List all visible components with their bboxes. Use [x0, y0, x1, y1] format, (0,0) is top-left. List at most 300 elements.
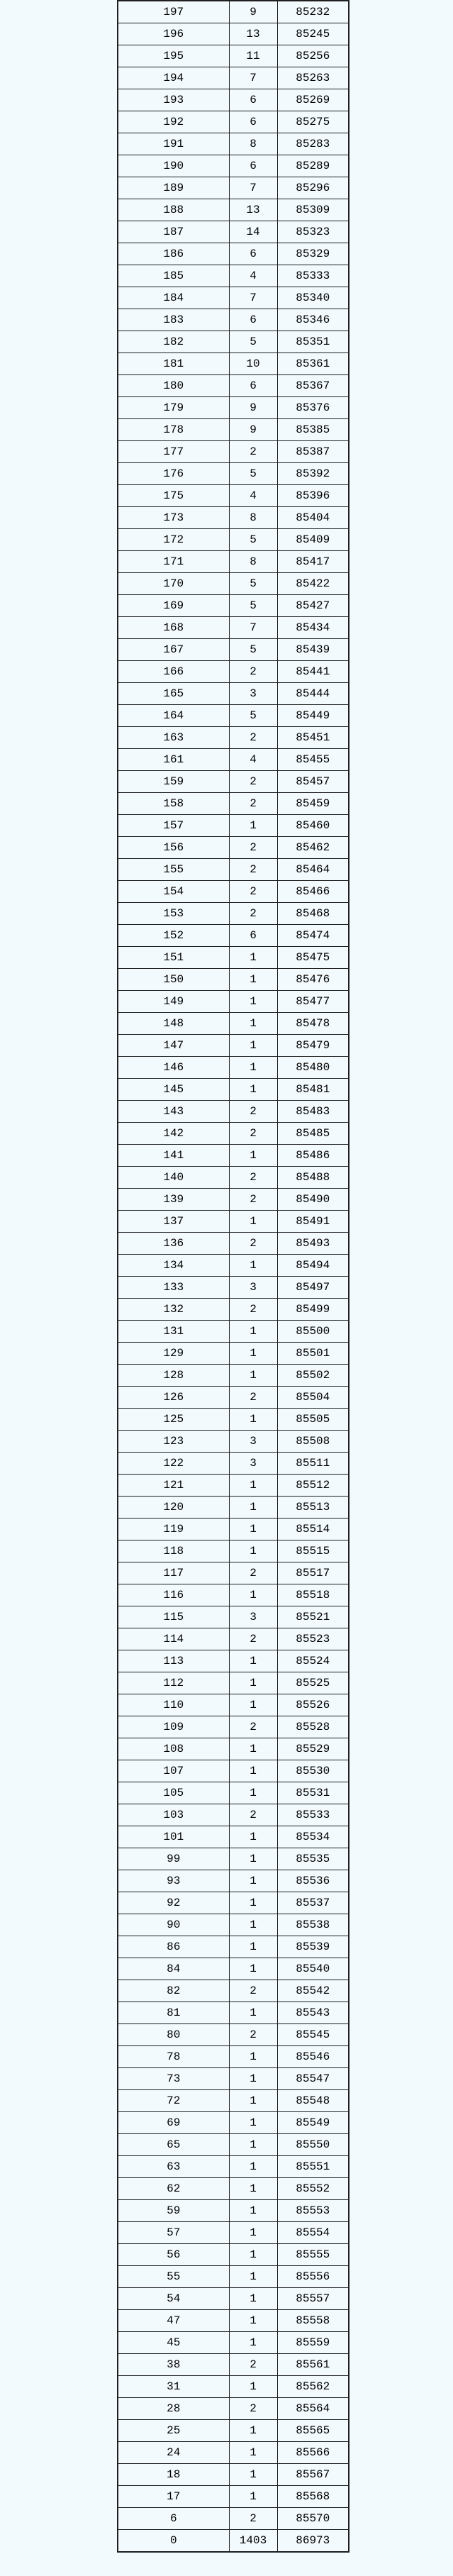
- table-row: [118, 1013, 349, 1035]
- table-cell: 1: [229, 1650, 277, 1672]
- table-cell: 85497: [277, 1277, 349, 1299]
- table-cell: 6: [229, 375, 277, 397]
- table-row: [118, 1958, 349, 1980]
- table-cell: 85404: [277, 507, 349, 529]
- table-row: [118, 661, 349, 683]
- table-cell: 192: [118, 111, 229, 133]
- table-cell: 38: [118, 2354, 229, 2376]
- table-cell: 85514: [277, 1519, 349, 1540]
- table-cell: 176: [118, 463, 229, 485]
- table-cell: 177: [118, 441, 229, 463]
- table-cell: 7: [229, 67, 277, 89]
- table-cell: 93: [118, 1870, 229, 1892]
- table-cell: 5: [229, 463, 277, 485]
- table-cell: 1: [229, 2002, 277, 2024]
- table-cell: 142: [118, 1123, 229, 1145]
- table-cell: 85524: [277, 1650, 349, 1672]
- table-cell: 1: [229, 1211, 277, 1233]
- table-cell: 85555: [277, 2244, 349, 2266]
- table-cell: 1: [229, 2112, 277, 2134]
- table-row: [118, 1453, 349, 1475]
- table-cell: 112: [118, 1672, 229, 1694]
- table-cell: 2: [229, 1980, 277, 2002]
- table-cell: 85476: [277, 969, 349, 991]
- table-cell: 6: [229, 309, 277, 331]
- table-cell: 1: [229, 1321, 277, 1343]
- table-cell: 1: [229, 1958, 277, 1980]
- table-row: [118, 111, 349, 133]
- table-cell: 2: [229, 1387, 277, 1409]
- table-cell: 1: [229, 1057, 277, 1079]
- table-cell: 2: [229, 793, 277, 815]
- table-cell: 184: [118, 287, 229, 309]
- table-cell: 191: [118, 133, 229, 155]
- table-row: [118, 2200, 349, 2222]
- table-cell: 105: [118, 1782, 229, 1804]
- table-cell: 2: [229, 837, 277, 859]
- table-cell: 197: [118, 1, 229, 23]
- table-cell: 129: [118, 1343, 229, 1365]
- table-cell: 85439: [277, 639, 349, 661]
- table-cell: 195: [118, 45, 229, 67]
- table-row: [118, 1914, 349, 1936]
- table-cell: 1: [229, 1343, 277, 1365]
- table-row: [118, 1650, 349, 1672]
- table-row: [118, 1980, 349, 2002]
- table-cell: 187: [118, 221, 229, 243]
- table-row: [118, 2068, 349, 2090]
- table-cell: 1: [229, 1914, 277, 1936]
- table-cell: 85488: [277, 1167, 349, 1189]
- table-cell: 85460: [277, 815, 349, 837]
- table-cell: 85536: [277, 1870, 349, 1892]
- table-cell: 85333: [277, 265, 349, 287]
- table-cell: 2: [229, 771, 277, 793]
- table-row: [118, 441, 349, 463]
- table-row: [118, 353, 349, 375]
- table-cell: 85564: [277, 2398, 349, 2420]
- table-cell: 85477: [277, 991, 349, 1013]
- table-cell: 84: [118, 1958, 229, 1980]
- table-cell: 85535: [277, 1848, 349, 1870]
- table-cell: 2: [229, 1716, 277, 1738]
- table-cell: 101: [118, 1826, 229, 1848]
- table-cell: 24: [118, 2442, 229, 2464]
- table-row: [118, 1145, 349, 1167]
- table-cell: 109: [118, 1716, 229, 1738]
- table-cell: 31: [118, 2376, 229, 2398]
- table-cell: 1: [229, 2200, 277, 2222]
- table-cell: 139: [118, 1189, 229, 1211]
- table-cell: 85558: [277, 2310, 349, 2332]
- table-row: [118, 2134, 349, 2156]
- table-cell: 85547: [277, 2068, 349, 2090]
- table-cell: 7: [229, 177, 277, 199]
- table-cell: 155: [118, 859, 229, 881]
- table-row: [118, 1, 349, 23]
- table-row: [118, 1211, 349, 1233]
- table-cell: 9: [229, 397, 277, 419]
- table-cell: 1: [229, 1013, 277, 1035]
- table-row: [118, 1387, 349, 1409]
- table-row: [118, 243, 349, 265]
- table-row: [118, 89, 349, 111]
- table-cell: 122: [118, 1453, 229, 1475]
- table-cell: 1: [229, 1848, 277, 1870]
- table-row: [118, 2002, 349, 2024]
- table-cell: 85269: [277, 89, 349, 111]
- table-row: [118, 133, 349, 155]
- table-cell: 85551: [277, 2156, 349, 2178]
- table-row: [118, 881, 349, 903]
- table-cell: 45: [118, 2332, 229, 2354]
- table-cell: 167: [118, 639, 229, 661]
- table-cell: 85542: [277, 1980, 349, 2002]
- table-cell: 1: [229, 1672, 277, 1694]
- table-cell: 85283: [277, 133, 349, 155]
- table-cell: 90: [118, 1914, 229, 1936]
- table-cell: 1: [229, 2310, 277, 2332]
- table-cell: 13: [229, 23, 277, 45]
- table-row: [118, 507, 349, 529]
- table-cell: 85523: [277, 1628, 349, 1650]
- table-cell: 59: [118, 2200, 229, 2222]
- table-row: [118, 67, 349, 89]
- table-cell: 8: [229, 507, 277, 529]
- table-cell: 125: [118, 1409, 229, 1431]
- table-cell: 118: [118, 1540, 229, 1562]
- table-cell: 85483: [277, 1101, 349, 1123]
- table-cell: 186: [118, 243, 229, 265]
- table-cell: 1: [229, 947, 277, 969]
- table-cell: 2: [229, 2354, 277, 2376]
- table-row: [118, 1431, 349, 1453]
- table-cell: 85543: [277, 2002, 349, 2024]
- table-cell: 85475: [277, 947, 349, 969]
- table-cell: 85422: [277, 573, 349, 595]
- table-cell: 1: [229, 1365, 277, 1387]
- table-cell: 7: [229, 617, 277, 639]
- table-cell: 1: [229, 1892, 277, 1914]
- table-cell: 110: [118, 1694, 229, 1716]
- table-row: [118, 1189, 349, 1211]
- table-cell: 85481: [277, 1079, 349, 1101]
- table-cell: 85417: [277, 551, 349, 573]
- table-row: [118, 2398, 349, 2420]
- table-cell: 1: [229, 1782, 277, 1804]
- table-cell: 152: [118, 925, 229, 947]
- score-table: [117, 0, 349, 2553]
- table-cell: 180: [118, 375, 229, 397]
- table-cell: 5: [229, 573, 277, 595]
- table-cell: 151: [118, 947, 229, 969]
- table-cell: 85485: [277, 1123, 349, 1145]
- table-cell: 85540: [277, 1958, 349, 1980]
- table-row: [118, 1519, 349, 1540]
- table-row: [118, 1277, 349, 1299]
- table-cell: 85545: [277, 2024, 349, 2046]
- table-cell: 2: [229, 903, 277, 925]
- table-cell: 1: [229, 1035, 277, 1057]
- table-cell: 85474: [277, 925, 349, 947]
- table-cell: 9: [229, 1, 277, 23]
- table-cell: 72: [118, 2090, 229, 2112]
- table-cell: 1: [229, 1497, 277, 1519]
- table-cell: 189: [118, 177, 229, 199]
- table-cell: 11: [229, 45, 277, 67]
- table-cell: 85275: [277, 111, 349, 133]
- table-row: [118, 837, 349, 859]
- table-row: [118, 375, 349, 397]
- table-row: [118, 155, 349, 177]
- table-row: [118, 1782, 349, 1804]
- table-row: [118, 1123, 349, 1145]
- table-cell: 85392: [277, 463, 349, 485]
- table-cell: 1: [229, 1936, 277, 1958]
- table-cell: 28: [118, 2398, 229, 2420]
- table-cell: 3: [229, 1453, 277, 1475]
- table-row: [118, 1299, 349, 1321]
- table-cell: 5: [229, 705, 277, 727]
- table-row: [118, 2046, 349, 2068]
- table-cell: 188: [118, 199, 229, 221]
- table-cell: 85533: [277, 1804, 349, 1826]
- table-cell: 85537: [277, 1892, 349, 1914]
- table-cell: 146: [118, 1057, 229, 1079]
- table-cell: 6: [229, 111, 277, 133]
- table-cell: 1: [229, 2442, 277, 2464]
- table-cell: 25: [118, 2420, 229, 2442]
- table-cell: 85441: [277, 661, 349, 683]
- score-table-body: [118, 1, 349, 2552]
- table-cell: 85494: [277, 1255, 349, 1277]
- table-cell: 85444: [277, 683, 349, 705]
- table-cell: 0: [118, 2530, 229, 2553]
- table-row: [118, 771, 349, 793]
- table-row: [118, 199, 349, 221]
- table-cell: 170: [118, 573, 229, 595]
- table-cell: 147: [118, 1035, 229, 1057]
- table-cell: 63: [118, 2156, 229, 2178]
- table-cell: 69: [118, 2112, 229, 2134]
- table-cell: 1: [229, 1870, 277, 1892]
- table-row: [118, 573, 349, 595]
- table-cell: 85296: [277, 177, 349, 199]
- table-row: [118, 2486, 349, 2508]
- table-cell: 81: [118, 2002, 229, 2024]
- table-row: [118, 265, 349, 287]
- table-row: [118, 1694, 349, 1716]
- table-cell: 107: [118, 1760, 229, 1782]
- table-cell: 85351: [277, 331, 349, 353]
- table-cell: 131: [118, 1321, 229, 1343]
- table-cell: 1: [229, 2068, 277, 2090]
- table-cell: 6: [229, 925, 277, 947]
- table-cell: 164: [118, 705, 229, 727]
- table-cell: 85427: [277, 595, 349, 617]
- table-row: [118, 1628, 349, 1650]
- table-cell: 1: [229, 2486, 277, 2508]
- table-row: [118, 2266, 349, 2288]
- table-row: [118, 1101, 349, 1123]
- table-cell: 85517: [277, 1562, 349, 1584]
- table-cell: 85548: [277, 2090, 349, 2112]
- table-cell: 85513: [277, 1497, 349, 1519]
- table-cell: 85508: [277, 1431, 349, 1453]
- table-row: [118, 331, 349, 353]
- table-cell: 159: [118, 771, 229, 793]
- table-row: [118, 595, 349, 617]
- table-cell: 85340: [277, 287, 349, 309]
- table-cell: 1: [229, 1079, 277, 1101]
- table-cell: 113: [118, 1650, 229, 1672]
- table-cell: 166: [118, 661, 229, 683]
- table-row: [118, 1826, 349, 1848]
- table-cell: 153: [118, 903, 229, 925]
- table-cell: 85385: [277, 419, 349, 441]
- table-cell: 117: [118, 1562, 229, 1584]
- table-cell: 1: [229, 1409, 277, 1431]
- table-cell: 169: [118, 595, 229, 617]
- table-cell: 85567: [277, 2464, 349, 2486]
- table-cell: 148: [118, 1013, 229, 1035]
- table-cell: 1: [229, 2244, 277, 2266]
- table-cell: 73: [118, 2068, 229, 2090]
- table-cell: 85515: [277, 1540, 349, 1562]
- table-cell: 137: [118, 1211, 229, 1233]
- table-cell: 134: [118, 1255, 229, 1277]
- table-cell: 1: [229, 1738, 277, 1760]
- table-row: [118, 45, 349, 67]
- table-cell: 2: [229, 1628, 277, 1650]
- table-row: [118, 2354, 349, 2376]
- table-cell: 85554: [277, 2222, 349, 2244]
- table-row: [118, 1848, 349, 1870]
- table-cell: 190: [118, 155, 229, 177]
- table-cell: 85546: [277, 2046, 349, 2068]
- table-cell: 85500: [277, 1321, 349, 1343]
- table-cell: 1: [229, 1584, 277, 1606]
- table-cell: 3: [229, 1606, 277, 1628]
- table-cell: 1403: [229, 2530, 277, 2553]
- table-cell: 1: [229, 1826, 277, 1848]
- table-cell: 92: [118, 1892, 229, 1914]
- table-cell: 165: [118, 683, 229, 705]
- table-cell: 1: [229, 1760, 277, 1782]
- table-cell: 85529: [277, 1738, 349, 1760]
- table-row: [118, 2178, 349, 2200]
- table-cell: 85561: [277, 2354, 349, 2376]
- table-cell: 1: [229, 2288, 277, 2310]
- table-cell: 1: [229, 2178, 277, 2200]
- table-cell: 85556: [277, 2266, 349, 2288]
- table-cell: 18: [118, 2464, 229, 2486]
- table-cell: 85462: [277, 837, 349, 859]
- table-row: [118, 1760, 349, 1782]
- table-row: [118, 1936, 349, 1958]
- table-cell: 7: [229, 287, 277, 309]
- table-cell: 85478: [277, 1013, 349, 1035]
- table-cell: 183: [118, 309, 229, 331]
- table-row: [118, 969, 349, 991]
- table-cell: 85530: [277, 1760, 349, 1782]
- table-cell: 1: [229, 815, 277, 837]
- table-cell: 2: [229, 2024, 277, 2046]
- table-row: [118, 1079, 349, 1101]
- table-cell: 1: [229, 1145, 277, 1167]
- table-cell: 85434: [277, 617, 349, 639]
- table-row: [118, 749, 349, 771]
- table-row: [118, 309, 349, 331]
- table-row: [118, 1804, 349, 1826]
- table-cell: 85491: [277, 1211, 349, 1233]
- table-cell: 85323: [277, 221, 349, 243]
- table-row: [118, 2310, 349, 2332]
- table-cell: 85232: [277, 1, 349, 23]
- table-cell: 116: [118, 1584, 229, 1606]
- table-cell: 2: [229, 441, 277, 463]
- table-cell: 78: [118, 2046, 229, 2068]
- table-cell: 85511: [277, 1453, 349, 1475]
- table-cell: 2: [229, 1233, 277, 1255]
- table-cell: 85504: [277, 1387, 349, 1409]
- table-cell: 85568: [277, 2486, 349, 2508]
- table-cell: 85549: [277, 2112, 349, 2134]
- table-cell: 179: [118, 397, 229, 419]
- table-cell: 178: [118, 419, 229, 441]
- table-row: [118, 1365, 349, 1387]
- table-cell: 85528: [277, 1716, 349, 1738]
- table-cell: 156: [118, 837, 229, 859]
- table-cell: 119: [118, 1519, 229, 1540]
- table-cell: 1: [229, 2222, 277, 2244]
- table-cell: 103: [118, 1804, 229, 1826]
- table-cell: 85531: [277, 1782, 349, 1804]
- table-cell: 120: [118, 1497, 229, 1519]
- table-cell: 185: [118, 265, 229, 287]
- table-cell: 85451: [277, 727, 349, 749]
- table-cell: 2: [229, 2508, 277, 2530]
- table-row: [118, 397, 349, 419]
- table-cell: 85552: [277, 2178, 349, 2200]
- table-row: [118, 1409, 349, 1431]
- table-row: [118, 639, 349, 661]
- table-cell: 2: [229, 1562, 277, 1584]
- table-cell: 1: [229, 2464, 277, 2486]
- table-cell: 85570: [277, 2508, 349, 2530]
- table-cell: 85525: [277, 1672, 349, 1694]
- table-row: [118, 2464, 349, 2486]
- table-row: [118, 529, 349, 551]
- table-cell: 10: [229, 353, 277, 375]
- table-cell: 47: [118, 2310, 229, 2332]
- table-cell: 85409: [277, 529, 349, 551]
- table-cell: 2: [229, 1101, 277, 1123]
- table-row: [118, 1540, 349, 1562]
- table-cell: 85534: [277, 1826, 349, 1848]
- table-cell: 62: [118, 2178, 229, 2200]
- table-cell: 54: [118, 2288, 229, 2310]
- table-row: [118, 947, 349, 969]
- table-row: [118, 2112, 349, 2134]
- table-cell: 194: [118, 67, 229, 89]
- table-cell: 85499: [277, 1299, 349, 1321]
- table-row: [118, 793, 349, 815]
- table-cell: 108: [118, 1738, 229, 1760]
- table-cell: 5: [229, 639, 277, 661]
- table-cell: 2: [229, 1189, 277, 1211]
- table-row: [118, 617, 349, 639]
